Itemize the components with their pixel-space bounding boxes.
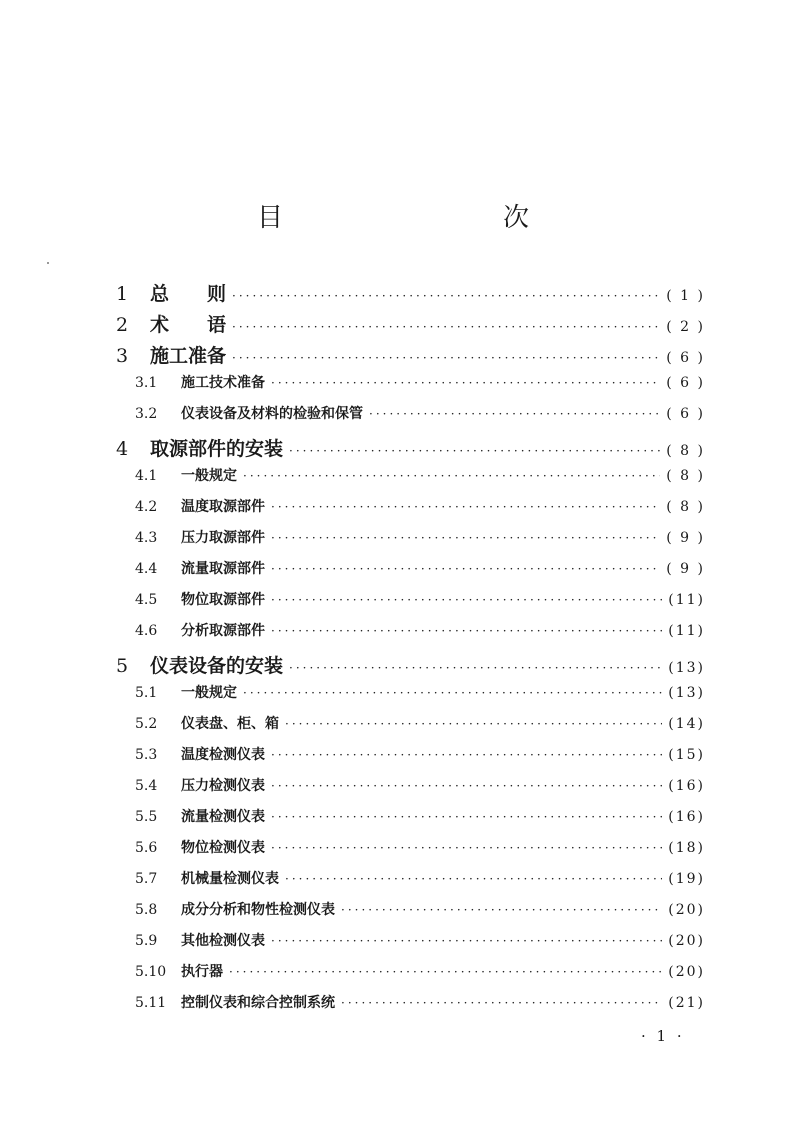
toc-entry-page: ( 2 ) xyxy=(666,319,705,335)
toc-entry-label: 物位取源部件 xyxy=(181,592,265,608)
toc-entry-number: 4.4 xyxy=(135,561,158,577)
toc-entry[interactable] xyxy=(110,496,705,527)
toc-entry-number: 4.2 xyxy=(135,499,158,515)
toc-entry[interactable] xyxy=(110,279,705,310)
toc-entry-label: 术 语 xyxy=(150,314,227,336)
toc-entry-page: (16) xyxy=(668,778,705,794)
dot-leader xyxy=(271,624,662,638)
dot-leader xyxy=(271,593,662,607)
toc-entry-label: 执行器 xyxy=(181,964,223,980)
dot-leader xyxy=(289,661,662,675)
toc-entry[interactable] xyxy=(110,372,705,403)
dot-leader xyxy=(243,469,660,483)
toc-entry-page: (11) xyxy=(668,623,705,639)
toc-entry-number: 3 xyxy=(116,345,129,367)
dot-leader xyxy=(232,351,660,365)
toc-entry-label: 压力取源部件 xyxy=(181,530,265,546)
toc-entry-number: 4.6 xyxy=(135,623,158,639)
toc-entry-label: 机械量检测仪表 xyxy=(181,871,279,887)
toc-entry-number: 5.7 xyxy=(135,871,158,887)
toc-entry-number: 5.4 xyxy=(135,778,158,794)
table-of-contents xyxy=(110,279,705,1023)
toc-entry-number: 3.1 xyxy=(135,375,158,391)
toc-entry-number: 4 xyxy=(116,438,129,460)
toc-entry-number: 5.3 xyxy=(135,747,158,763)
dot-leader xyxy=(271,748,662,762)
toc-entry-page: ( 1 ) xyxy=(666,288,705,304)
toc-entry-label: 控制仪表和综合控制系统 xyxy=(181,995,335,1011)
toc-entry-label: 一般规定 xyxy=(181,685,237,701)
toc-entry-number: 5.9 xyxy=(135,933,158,949)
toc-entry-page: (11) xyxy=(668,592,705,608)
toc-entry-page: ( 6 ) xyxy=(666,406,705,422)
dot-leader xyxy=(243,686,662,700)
toc-entry-number: 1 xyxy=(116,283,129,305)
toc-entry-label: 一般规定 xyxy=(181,468,237,484)
toc-entry-number: 3.2 xyxy=(135,406,158,422)
toc-entry-number: 5.6 xyxy=(135,840,158,856)
toc-entry[interactable] xyxy=(110,899,705,930)
toc-entry-label: 压力检测仪表 xyxy=(181,778,265,794)
dot-leader xyxy=(341,996,662,1010)
toc-entry-page: (13) xyxy=(668,685,705,701)
toc-entry-page: (14) xyxy=(668,716,705,732)
dot-leader xyxy=(271,779,662,793)
toc-entry-label: 流量检测仪表 xyxy=(181,809,265,825)
toc-entry[interactable] xyxy=(110,310,705,341)
toc-entry-number: 5.11 xyxy=(135,995,167,1011)
toc-entry[interactable] xyxy=(110,651,705,682)
toc-entry[interactable] xyxy=(110,403,705,434)
toc-entry-number: 5.1 xyxy=(135,685,158,701)
toc-entry-page: (20) xyxy=(668,902,705,918)
toc-entry-page: (15) xyxy=(668,747,705,763)
toc-entry-label: 取源部件的安装 xyxy=(150,438,284,460)
toc-entry[interactable] xyxy=(110,558,705,589)
dot-leader xyxy=(271,810,662,824)
toc-entry[interactable] xyxy=(110,806,705,837)
toc-entry-page: ( 8 ) xyxy=(666,443,705,459)
dot-leader xyxy=(271,841,662,855)
dot-leader xyxy=(271,562,660,576)
toc-entry-label: 总 则 xyxy=(150,283,227,305)
dot-leader xyxy=(271,376,660,390)
toc-entry-page: (19) xyxy=(668,871,705,887)
toc-entry-page: (18) xyxy=(668,840,705,856)
toc-entry-label: 温度取源部件 xyxy=(181,499,265,515)
dot-leader xyxy=(289,444,660,458)
toc-entry-page: ( 9 ) xyxy=(666,561,705,577)
dot-leader xyxy=(232,289,660,303)
toc-entry-number: 2 xyxy=(116,314,129,336)
dot-leader xyxy=(271,934,662,948)
toc-entry-page: ( 8 ) xyxy=(666,499,705,515)
toc-entry[interactable] xyxy=(110,868,705,899)
toc-entry-label: 仪表设备及材料的检验和保管 xyxy=(181,406,363,422)
toc-entry-page: ( 8 ) xyxy=(666,468,705,484)
toc-entry-number: 5.5 xyxy=(135,809,158,825)
toc-entry[interactable] xyxy=(110,434,705,465)
toc-entry-page: ( 6 ) xyxy=(666,350,705,366)
toc-entry[interactable] xyxy=(110,341,705,372)
toc-entry[interactable] xyxy=(110,589,705,620)
dot-leader xyxy=(369,407,660,421)
page-title: 目 次 xyxy=(256,203,585,234)
toc-entry[interactable] xyxy=(110,527,705,558)
toc-entry[interactable] xyxy=(110,465,705,496)
dot-leader xyxy=(232,320,660,334)
toc-entry-page: (13) xyxy=(668,660,705,676)
toc-entry-label: 温度检测仪表 xyxy=(181,747,265,763)
toc-entry-number: 4.3 xyxy=(135,530,158,546)
dot-leader xyxy=(229,965,662,979)
toc-entry-number: 5 xyxy=(116,655,129,677)
dot-leader xyxy=(271,531,660,545)
toc-entry-number: 5.10 xyxy=(135,964,167,980)
toc-entry[interactable] xyxy=(110,961,705,992)
toc-entry-number: 5.8 xyxy=(135,902,158,918)
toc-entry-number: 4.1 xyxy=(135,468,158,484)
dot-leader xyxy=(285,717,662,731)
dot-leader xyxy=(341,903,662,917)
toc-entry-page: (16) xyxy=(668,809,705,825)
toc-entry-page: (20) xyxy=(668,933,705,949)
toc-entry[interactable] xyxy=(110,744,705,775)
toc-entry[interactable] xyxy=(110,620,705,651)
toc-entry-number: 5.2 xyxy=(135,716,158,732)
toc-entry-page: (21) xyxy=(668,995,705,1011)
toc-entry-page: (20) xyxy=(668,964,705,980)
toc-entry-label: 成分分析和物性检测仪表 xyxy=(181,902,335,918)
toc-entry[interactable] xyxy=(110,837,705,868)
dot-leader xyxy=(271,500,660,514)
toc-entry-label: 仪表设备的安装 xyxy=(150,655,284,677)
toc-entry[interactable] xyxy=(110,930,705,961)
toc-entry-page: ( 9 ) xyxy=(666,530,705,546)
toc-entry-label: 仪表盘、柜、箱 xyxy=(181,716,279,732)
toc-entry[interactable] xyxy=(110,713,705,744)
toc-entry-label: 分析取源部件 xyxy=(181,623,265,639)
toc-entry-number: 4.5 xyxy=(135,592,158,608)
toc-entry-page: ( 6 ) xyxy=(666,375,705,391)
toc-entry[interactable] xyxy=(110,775,705,806)
page-number: · 1 · xyxy=(641,1027,685,1045)
scan-speck xyxy=(47,262,49,264)
toc-entry-label: 施工准备 xyxy=(150,345,227,367)
toc-entry-label: 物位检测仪表 xyxy=(181,840,265,856)
dot-leader xyxy=(285,872,662,886)
toc-entry[interactable] xyxy=(110,682,705,713)
toc-entry-label: 施工技术准备 xyxy=(181,375,265,391)
toc-entry[interactable] xyxy=(110,992,705,1023)
toc-entry-label: 其他检测仪表 xyxy=(181,933,265,949)
toc-entry-label: 流量取源部件 xyxy=(181,561,265,577)
